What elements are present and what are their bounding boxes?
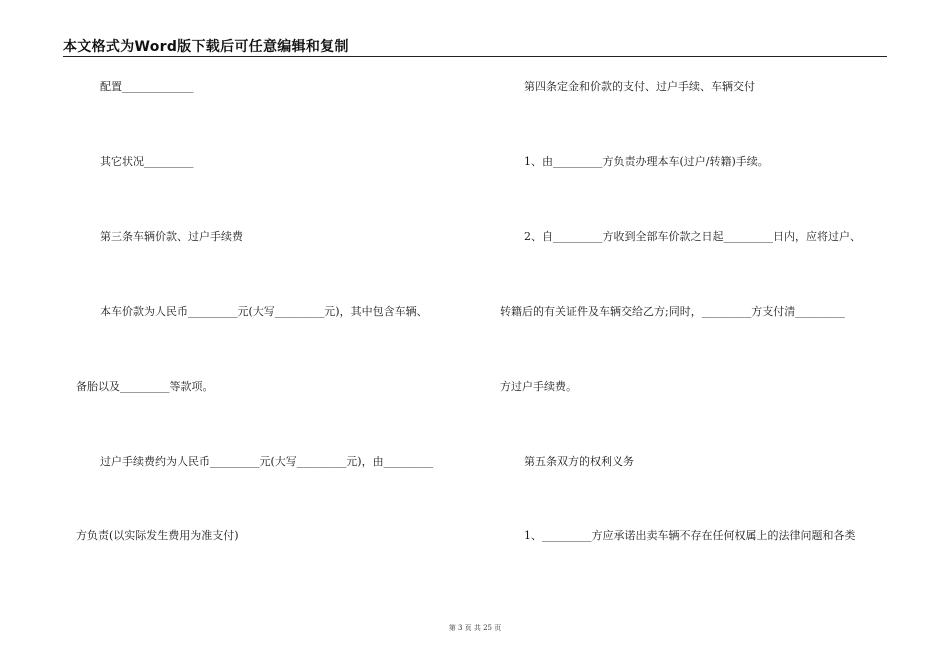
left-line-article-3-heading: 第三条车辆价款、过户手续费 — [100, 230, 243, 243]
page-number: 第 3 页 共 25 页 — [448, 624, 502, 632]
page-header — [63, 36, 887, 57]
left-line-transfer-fee: 过户手续费约为人民币_________元(大写_________元)，由_________ — [100, 455, 434, 468]
right-line-article-4-heading: 第四条定金和价款的支付、过户手续、车辆交付 — [524, 80, 755, 93]
left-line-spare-tire: 备胎以及_________等款项。 — [76, 380, 214, 393]
left-line-other-condition: 其它状况_________ — [100, 155, 194, 168]
right-line-transfer-fee-end: 方过户手续费。 — [500, 380, 577, 393]
right-line-article-5-heading: 第五条双方的权利义务 — [524, 455, 634, 468]
right-line-item-2-receive: 2、自_________方收到全部车价款之日起_________日内，应将过户、 — [524, 230, 861, 243]
left-line-fee-responsibility: 方负责(以实际发生费用为准支付) — [76, 529, 239, 542]
right-line-item-1-seller-promise: 1、_________方应承诺出卖车辆不存在任何权属上的法律问题和各类 — [524, 529, 856, 542]
header-title: 本文格式为Word版下载后可任意编辑和复制 — [63, 39, 349, 55]
left-line-config: 配置_____________ — [100, 80, 194, 93]
left-line-vehicle-price: 本车价款为人民币_________元(大写_________元)，其中包含车辆、 — [100, 305, 428, 318]
right-line-documents-delivery: 转籍后的有关证件及车辆交给乙方;同时，_________方支付清_________ — [500, 305, 845, 318]
right-line-item-1-transfer: 1、由_________方负责办理本车(过户/转籍)手续。 — [524, 155, 769, 168]
